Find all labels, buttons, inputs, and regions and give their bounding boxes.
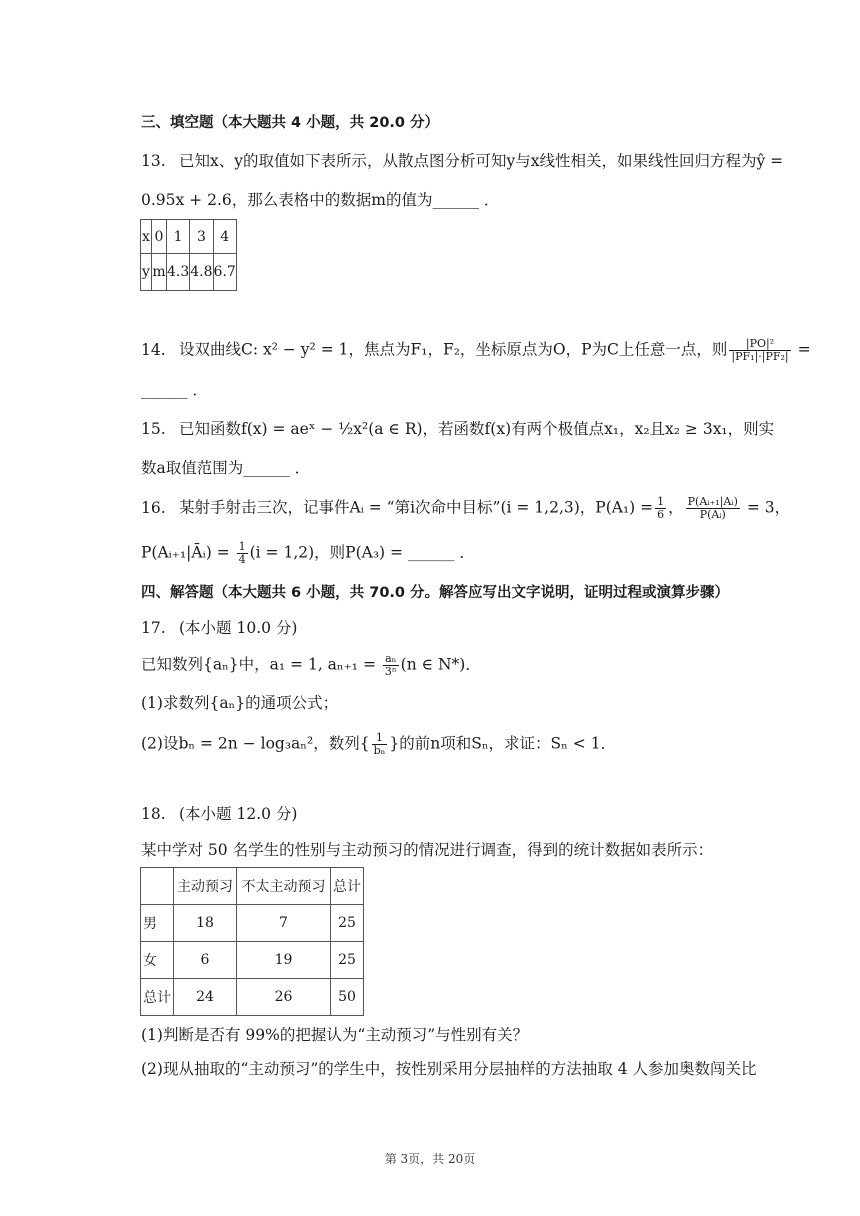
q16-text2b: (i = 1,2)，则P(A₃) = ______ ． bbox=[249, 543, 475, 562]
q17-part2-fraction bbox=[372, 732, 388, 757]
table-cell: 6.7 bbox=[213, 254, 236, 291]
q17-score: (本小题 10.0 分) bbox=[179, 619, 298, 637]
q17-stem-b: (n ∈ N*)． bbox=[400, 655, 481, 674]
q18-part2: (2)现从抽取的“主动预习”的学生中，按性别采用分层抽样的方法抽取 4 人参加奥数闯关比 bbox=[141, 1060, 757, 1078]
fraction-numerator: 1 bbox=[372, 732, 388, 745]
table-cell: 4.3 bbox=[167, 254, 190, 291]
q18-stem: 某中学对 50 名学生的性别与主动预习的情况进行调查，得到的统计数据如表所示： bbox=[141, 841, 714, 859]
table-cell: 3 bbox=[190, 220, 213, 254]
q13-line1 bbox=[141, 150, 783, 172]
q14-line1 bbox=[141, 338, 811, 363]
table-cell: 女 bbox=[141, 942, 174, 979]
table-cell: 不太主动预习 bbox=[237, 868, 331, 905]
table-cell: 0 bbox=[152, 220, 167, 254]
fraction-numerator: aₙ bbox=[383, 653, 399, 666]
table-cell: 26 bbox=[237, 979, 331, 1016]
q15-line1 bbox=[141, 418, 774, 440]
q18-part1: (1)判断是否有 99%的把握认为“主动预习”与性别有关？ bbox=[141, 1026, 529, 1044]
q16-text1a: 某射手射击三次，记事件Aᵢ = “第i次命中目标”(i = 1,2,3)，P(A₁) = bbox=[179, 498, 654, 517]
table-cell: 19 bbox=[237, 942, 331, 979]
table-cell: 25 bbox=[331, 942, 364, 979]
fraction-numerator: |PO|² bbox=[729, 338, 790, 351]
fraction-denominator: 4 bbox=[238, 553, 246, 566]
table-cell: y bbox=[141, 254, 152, 291]
table-cell: 总计 bbox=[141, 979, 174, 1016]
fraction-denominator: |PF₁|·|PF₂| bbox=[731, 350, 789, 363]
table-row bbox=[141, 868, 364, 905]
q14-line2: ______ ． bbox=[141, 381, 208, 399]
fraction-denominator: bₙ bbox=[373, 744, 386, 757]
q13-number: 13. bbox=[141, 152, 166, 170]
q17-part1: (1)求数列{aₙ}的通项公式； bbox=[141, 694, 339, 712]
q16-separator: ， bbox=[668, 498, 684, 517]
table-cell: 1 bbox=[167, 220, 190, 254]
q16-line1 bbox=[141, 496, 790, 521]
q17-number: 17. bbox=[141, 619, 166, 637]
q16-text2a: P(Aᵢ₊₁|Āᵢ) = bbox=[141, 543, 230, 562]
table-cell: 主动预习 bbox=[174, 868, 237, 905]
fraction-numerator: P(Aᵢ₊₁|Aᵢ) bbox=[687, 495, 738, 508]
q18-number: 18. bbox=[141, 805, 166, 823]
q17-stem bbox=[141, 653, 481, 678]
q13-text1: 已知x、y的取值如下表所示，从散点图分析可知y与x线性相关，如果线性回归方程为ŷ = bbox=[179, 152, 784, 170]
table-cell: 4 bbox=[213, 220, 236, 254]
q14-equals: = bbox=[797, 340, 811, 359]
q18-table bbox=[140, 867, 364, 1016]
table-cell: 总计 bbox=[331, 868, 364, 905]
q14-text1: 设双曲线C: x² − y² = 1，焦点为F₁，F₂，坐标原点为O，P为C上任意一点，则 bbox=[179, 340, 728, 359]
q16-fraction-2 bbox=[686, 496, 740, 521]
q17-part2 bbox=[141, 732, 616, 757]
q18-score: (本小题 12.0 分) bbox=[179, 805, 298, 823]
q17-fraction bbox=[383, 653, 399, 678]
q16-fraction-1 bbox=[655, 496, 666, 521]
q18-header bbox=[141, 803, 297, 825]
table-cell: 4.8 bbox=[190, 254, 213, 291]
q16-fraction-3 bbox=[237, 541, 248, 566]
table-cell: 男 bbox=[141, 905, 174, 942]
table-cell bbox=[141, 868, 174, 905]
table-cell: 25 bbox=[331, 905, 364, 942]
table-cell: x bbox=[141, 220, 152, 254]
fraction-numerator: 1 bbox=[238, 540, 246, 553]
q16-number: 16. bbox=[141, 498, 166, 517]
fraction-numerator: 1 bbox=[657, 495, 665, 508]
table-cell: m bbox=[152, 254, 167, 291]
q15-text1: 已知函数f(x) = aeˣ − ½x²(a ∈ R)，若函数f(x)有两个极值点x₁，x₂且x₂ ≥ 3x₁，则实 bbox=[179, 420, 775, 438]
q13-line2: 0.95x + 2.6，那么表格中的数据m的值为______ ． bbox=[141, 191, 500, 209]
table-cell: 50 bbox=[331, 979, 364, 1016]
fraction-denominator: P(Aᵢ) bbox=[699, 508, 726, 521]
q17-part2-b: }的前n项和Sₙ，求证：Sₙ < 1． bbox=[389, 734, 617, 753]
section3-heading: 三、填空题（本大题共 4 小题，共 20.0 分） bbox=[141, 115, 440, 131]
q17-part2-a: (2)设bₙ = 2n − log₃aₙ²，数列{ bbox=[141, 734, 370, 753]
table-cell: 18 bbox=[174, 905, 237, 942]
q13-table bbox=[140, 219, 237, 291]
q17-header bbox=[141, 617, 297, 639]
table-row bbox=[141, 254, 237, 291]
q17-stem-a: 已知数列{aₙ}中，a₁ = 1, aₙ₊₁ = bbox=[141, 655, 376, 674]
q14-fraction bbox=[729, 338, 790, 363]
page-footer: 第 3页，共 20页 bbox=[384, 1152, 476, 1166]
table-row bbox=[141, 220, 237, 254]
table-row bbox=[141, 905, 364, 942]
fraction-denominator: 3ⁿ bbox=[384, 665, 397, 678]
q15-line2: 数a取值范围为______ ． bbox=[141, 459, 311, 477]
table-cell: 6 bbox=[174, 942, 237, 979]
q14-number: 14. bbox=[141, 340, 166, 359]
table-row bbox=[141, 942, 364, 979]
section4-heading: 四、解答题（本大题共 6 小题，共 70.0 分。解答应写出文字说明，证明过程或演算步骤） bbox=[141, 585, 730, 601]
fraction-denominator: 6 bbox=[657, 508, 665, 521]
table-cell: 24 bbox=[174, 979, 237, 1016]
q15-number: 15. bbox=[141, 420, 166, 438]
table-row bbox=[141, 979, 364, 1016]
table-cell: 7 bbox=[237, 905, 331, 942]
q16-line2 bbox=[141, 541, 475, 566]
q16-text1b: = 3， bbox=[746, 498, 791, 517]
